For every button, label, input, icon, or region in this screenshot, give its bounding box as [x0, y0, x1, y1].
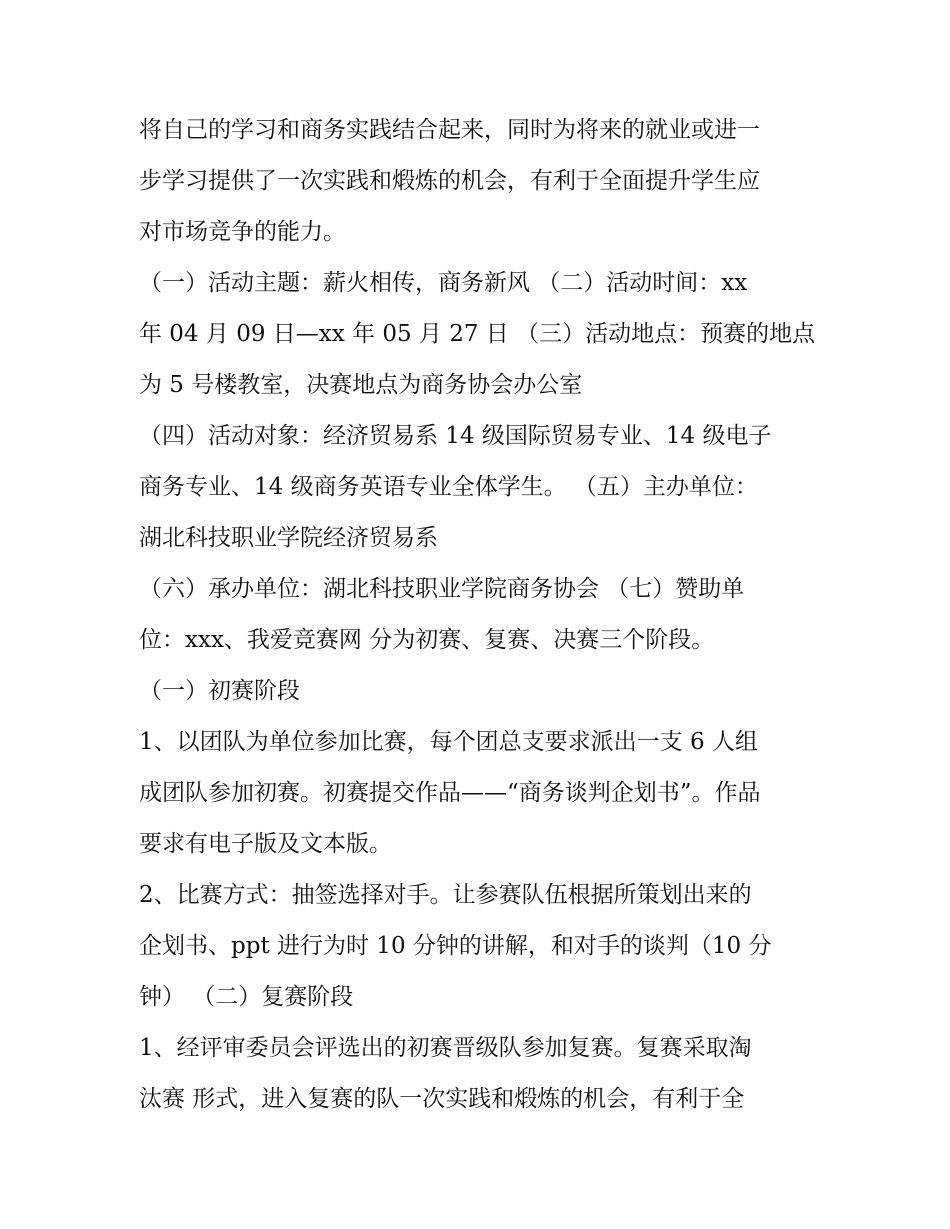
text-line: 湖北科技职业学院经济贸易系	[139, 525, 438, 551]
text-line: 步学习提供了一次实践和煅炼的机会，有利于全面提升学生应	[139, 168, 760, 194]
text-line: （一）初赛阶段	[139, 678, 300, 704]
text-line: 汰赛 形式，进入复赛的队一次实践和煅炼的机会，有利于全	[139, 1086, 745, 1112]
text-line: 商务专业、14 级商务英语专业全体学生。 （五）主办单位：	[139, 474, 758, 500]
text-line: 年 04 月 09 日—xx 年 05 月 27 日 （三）活动地点：预赛的地点	[139, 321, 816, 347]
text-line: 1、以团队为单位参加比赛，每个团总支要求派出一支 6 人组	[139, 729, 758, 755]
text-line: 企划书、ppt 进行为时 10 分钟的讲解，和对手的谈判（10 分	[139, 933, 772, 959]
text-line: （四）活动对象：经济贸易系 14 级国际贸易专业、14 级电子	[139, 423, 772, 449]
text-line: 2、比赛方式：抽签选择对手。让参赛队伍根据所策划出来的	[139, 882, 752, 908]
text-line: 位：xxx、我爱竞赛网 分为初赛、复赛、决赛三个阶段。	[139, 627, 715, 653]
text-line: 要求有电子版及文本版。	[139, 831, 392, 857]
text-line: 成团队参加初赛。初赛提交作品——“商务谈判企划书”。作品	[139, 780, 761, 806]
text-line: 为 5 号楼教室，决赛地点为商务协会办公室	[139, 372, 583, 398]
document-body	[139, 105, 829, 1125]
text-line: （一）活动主题：薪火相传，商务新风 （二）活动时间：xx	[139, 270, 748, 296]
text-line: 1、经评审委员会评选出的初赛晋级队参加复赛。复赛采取淘	[139, 1035, 752, 1061]
text-line: （六）承办单位：湖北科技职业学院商务协会 （七）赞助单	[139, 576, 745, 602]
text-line: 对市场竞争的能力。	[139, 219, 346, 245]
text-line: 钟） （二）复赛阶段	[139, 984, 354, 1010]
text-line: 将自己的学习和商务实践结合起来，同时为将来的就业或进一	[139, 117, 760, 143]
